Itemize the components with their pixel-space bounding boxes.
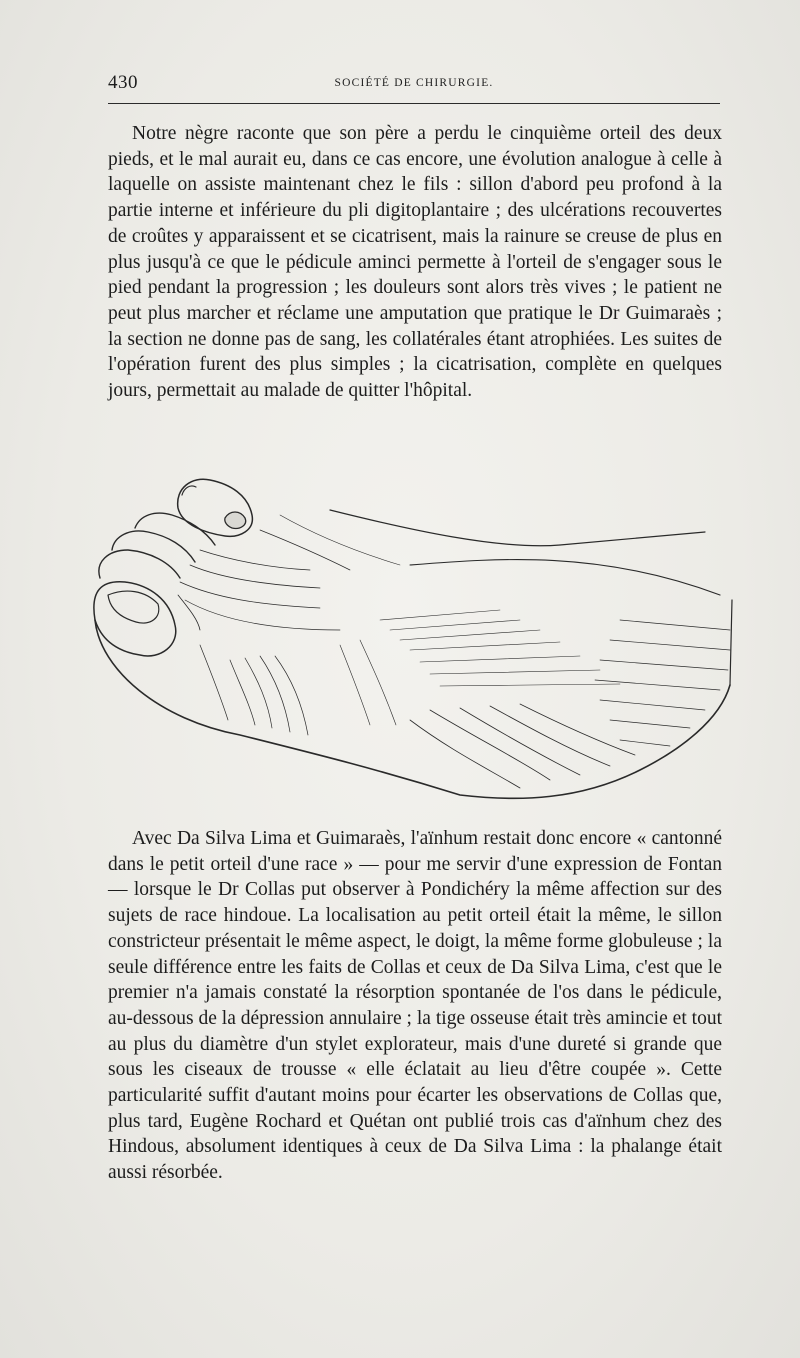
- page-number: 430: [108, 72, 138, 93]
- paragraph-case-history: Notre nègre raconte que son père a perdu le cinquième orteil des deux pieds, et le mal aurait eu, dans ce cas encore, une évolution analogue à celle à laquelle on assiste maintenant chez le fils : sillon d'abord peu profond à la partie interne et inférieure du pli digitoplantaire ; des ulcérations recouvertes de croûtes y apparaissent et se cicatrisent, mais la rainure se creuse de plus en plus jusqu'à ce que le pédicule aminci permette à l'orteil de s'engager sous le pied pendant la progression ; les douleurs sont alors très vives ; le patient ne peut plus marcher et réclame une amputation que pratique le Dr Guimaraès ; la section ne donne pas de sang, les collatérales étant atrophiées. Les suites de l'opération furent des plus simples ; la cicatrisation, complète en quelques jours, permettait au malade de quitter l'hôpital.: [108, 123, 722, 402]
- header-divider: [108, 103, 720, 104]
- page-header: [108, 72, 720, 96]
- running-head: SOCIÉTÉ DE CHIRURGIE.: [334, 77, 494, 89]
- foot-illustration-icon: [80, 470, 740, 810]
- paragraph-collas-observations: Avec Da Silva Lima et Guimaraès, l'aïnhum restait donc encore « cantonné dans le petit orteil d'une race » — pour me servir d'une expression de Fontan — lorsque le Dr Collas put observer à Pondichéry la même affection sur des sujets de race hindoue. La localisation au petit orteil était la même, le sillon constricteur présentait le même aspect, le doigt, la même forme globuleuse ; la seule différence entre les faits de Collas et ceux de Da Silva Lima, c'est que le premier n'a jamais constaté la résorption spontanée de l'os dans le pédicule, au-dessous de la dépression annulaire ; la tige osseuse était très amincie et tout au plus du diamètre d'un stylet explorateur, mais d'une dureté si grande que sous les ciseaux de trousse « elle éclatait au lieu d'être coupée ». Cette particularité suffit d'autant moins pour écarter les observations de Collas que, plus tard, Eugène Rochard et Quétan ont publié trois cas d'aïnhum chez des Hindous, absolument identiques à ceux de Da Silva Lima : la phalange était aussi résorbée.: [108, 828, 722, 1184]
